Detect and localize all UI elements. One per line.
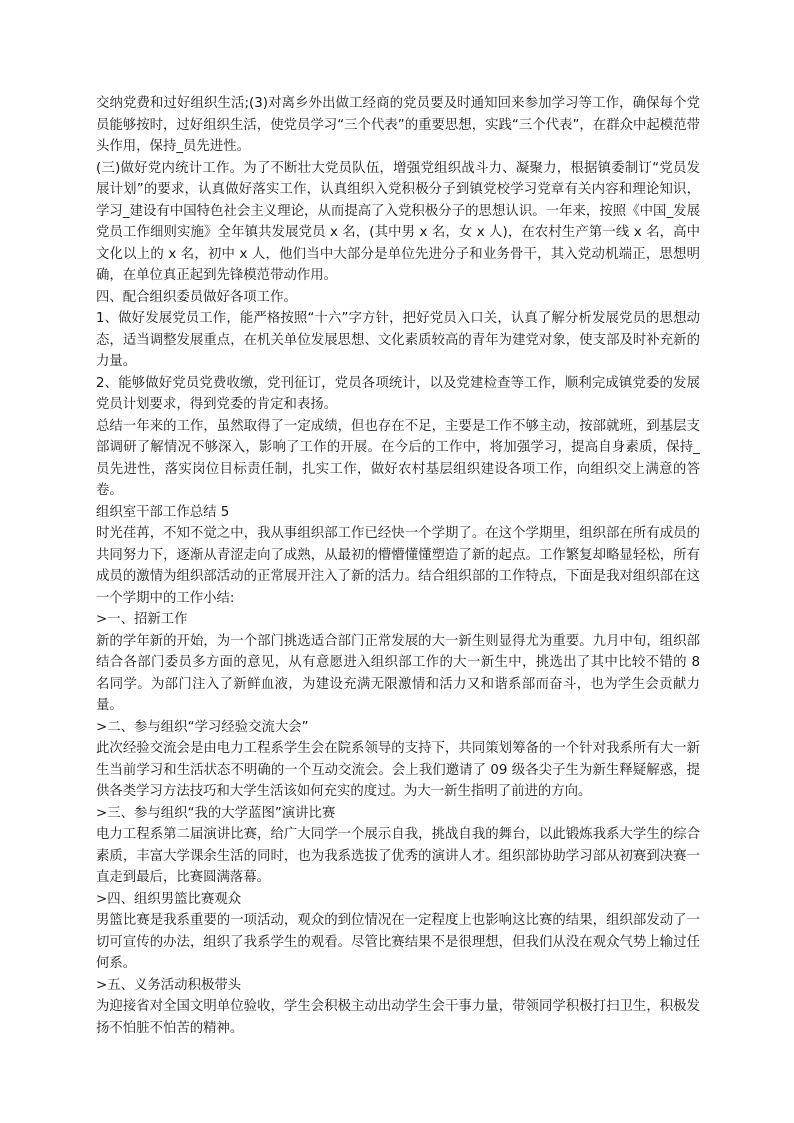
paragraph: 2、能够做好党员党费收缴，党刊征订，党员各项统计，以及党建检查等工作，顺利完成镇党委的发展党员计划要求，得到党委的肯定和表扬。 [96, 375, 700, 412]
paragraph: 为迎接省对全国文明单位验收，学生会积极主动出动学生会干事力量，带领同学积极打扫卫生，积极发扬不怕脏不怕苦的精神。 [96, 999, 700, 1036]
section-heading: >四、组织男篮比赛观众 [96, 891, 242, 907]
section-heading: >一、招新工作 [96, 612, 188, 627]
paragraph: 此次经验交流会是由电力工程系学生会在院系领导的支持下，共同策划筹备的一个针对我系所有大一新生当前学习和生活状态不明确的一个互动交流会。会上我们邀请了 09 级各尖子生为新生释疑解惑，提供各类学习方法技巧和大学生活该如何充实的度过。为大一新生指明了前进的方向。 [96, 741, 700, 799]
paragraph: (三)做好党内统计工作。为了不断壮大党员队伍，增强党组织战斗力、凝聚力，根据镇委制订“党员发展计划”的要求，认真做好落实工作，认真组织入党积极分子到镇党校学习党章有关内容和理论知识，学习_建设有中国特色社会主义理论，从而提高了入党积极分子的思想认识。一年来，按照《中国_发展党员工作细则实施》全年镇共发展党员 x 名，(其中男 x 名，女 x 人)，在农村生产第一线 x 名，高中文化以上的 x 名，初中 x 人，他们当中大部分是单位先进分子和业务骨干，其入党动机端正，思想明确，在单位真正起到先锋模范带动作用。 [96, 160, 700, 283]
section-heading: >五、义务活动积极带头 [96, 977, 242, 993]
section-heading: >二、参与组织“学习经验交流大会” [96, 719, 309, 735]
paragraph: 时光荏苒，不知不觉之中，我从事组织部工作已经快一个学期了。在这个学期里，组织部在所有成员的共同努力下，逐渐从青涩走向了成熟，从最初的懵懵懂懂塑造了新的起点。工作繁复却略显轻松，所有成员的激情为组织部活动的正常展开注入了新的活力。结合组织部的工作特点，下面是我对组织部在这一个学期中的工作小结: [96, 526, 700, 606]
section-title: 组织室干部工作总结 5 [96, 504, 230, 520]
paragraph: 男篮比赛是我系重要的一项活动，观众的到位情况在一定程度上也影响这比赛的结果，组织部发动了一切可宣传的办法，组织了我系学生的观看。尽管比赛结果不是很理想，但我们从没在观众气势上输过任何系。 [96, 913, 700, 971]
section-heading: >三、参与组织“我的大学蓝图”演讲比赛 [96, 805, 336, 821]
paragraph: 总结一年来的工作，虽然取得了一定成绩，但也存在不足，主要是工作不够主动，按部就班，到基层支部调研了解情况不够深入，影响了工作的开展。在今后的工作中，将加强学习，提高自身素质，保持_员先进性，落实岗位目标责任制，扎实工作，做好农村基层组织建设各项工作，向组织交上满意的答卷。 [96, 418, 700, 498]
section-heading: 四、配合组织委员做好各项工作。 [96, 289, 297, 305]
paragraph: 电力工程系第二届演讲比赛，给广大同学一个展示自我，挑战自我的舞台，以此锻炼我系大学生的综合素质，丰富大学课余生活的同时，也为我系选拔了优秀的演讲人才。组织部协助学习部从初赛到决赛一直走到最后，比赛圆满落幕。 [96, 827, 700, 885]
paragraph: 交纳党费和过好组织生活;(3)对离乡外出做工经商的党员要及时通知回来参加学习等工作，确保每个党员能够按时，过好组织生活，使党员学习“三个代表”的重要思想，实践“三个代表”，在群众中起模范带头作用，保持_员先进性。 [96, 96, 700, 154]
document-body [96, 93, 700, 1039]
paragraph: 1、做好发展党员工作，能严格按照“十六”字方针，把好党员入口关，认真了解分析发展党员的思想动态，适当调整发展重点，在机关单位发展思想、文化素质较高的青年为建党对象，使支部及时补充新的力量。 [96, 311, 700, 369]
paragraph: 新的学年新的开始，为一个部门挑选适合部门正常发展的大一新生则显得尤为重要。九月中旬，组织部结合各部门委员多方面的意见，从有意愿进入组织部工作的大一新生中，挑选出了其中比较不错的 8 名同学。为部门注入了新鲜血液，为建设充满无限激情和活力又和谐系部而奋斗，也为学生会贡献力量。 [96, 633, 700, 713]
